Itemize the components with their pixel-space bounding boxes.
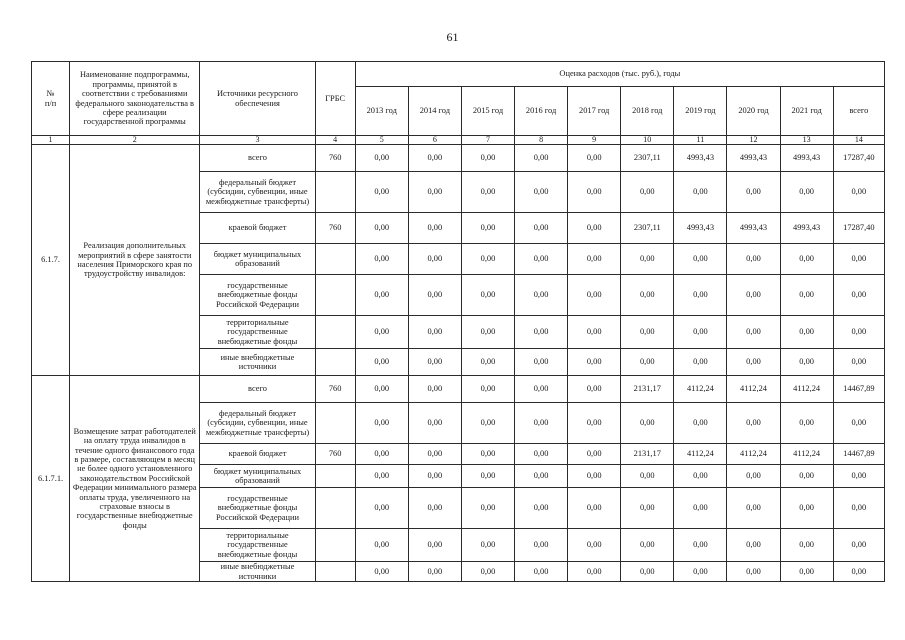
value-cell: 0,00 <box>461 145 514 172</box>
value-cell: 0,00 <box>780 316 833 349</box>
value-cell: 0,00 <box>408 275 461 316</box>
value-cell: 0,00 <box>461 529 514 562</box>
header-num: № п/п <box>32 62 70 136</box>
value-cell: 0,00 <box>408 172 461 213</box>
value-cell: 0,00 <box>568 213 621 244</box>
table-row <box>32 145 885 172</box>
value-cell: 0,00 <box>461 403 514 444</box>
value-cell: 0,00 <box>727 172 780 213</box>
funding-source: всего <box>200 145 315 172</box>
value-cell: 0,00 <box>461 213 514 244</box>
value-cell: 0,00 <box>674 488 727 529</box>
value-cell: 0,00 <box>674 403 727 444</box>
value-cell: 0,00 <box>515 529 568 562</box>
value-cell: 0,00 <box>727 244 780 275</box>
funding-source: бюджет муниципальных образований <box>200 465 315 488</box>
value-cell: 0,00 <box>408 465 461 488</box>
value-cell: 0,00 <box>568 529 621 562</box>
value-cell: 0,00 <box>780 488 833 529</box>
value-cell: 14467,89 <box>833 444 884 465</box>
value-cell: 0,00 <box>355 316 408 349</box>
header-grbs: ГРБС <box>315 62 355 136</box>
value-cell: 0,00 <box>408 529 461 562</box>
value-cell: 2131,17 <box>621 376 674 403</box>
value-cell: 4993,43 <box>727 213 780 244</box>
value-cell: 0,00 <box>515 562 568 582</box>
funding-source: федеральный бюджет (субсидии, субвенции, иные межбюджетные трансферты) <box>200 172 315 213</box>
value-cell: 0,00 <box>621 316 674 349</box>
value-cell: 0,00 <box>461 244 514 275</box>
header-year: всего <box>833 87 884 136</box>
funding-source: территориальные государственные внебюджетные фонды <box>200 529 315 562</box>
funding-source: государственные внебюджетные фонды Российской Федерации <box>200 275 315 316</box>
value-cell: 0,00 <box>833 403 884 444</box>
value-cell: 0,00 <box>515 244 568 275</box>
value-cell: 0,00 <box>461 444 514 465</box>
funding-source: бюджет муниципальных образований <box>200 244 315 275</box>
value-cell: 0,00 <box>408 444 461 465</box>
funding-source: всего <box>200 376 315 403</box>
header-year: 2016 год <box>515 87 568 136</box>
header-estimate: Оценка расходов (тыс. руб.), годы <box>355 62 884 87</box>
value-cell: 0,00 <box>780 244 833 275</box>
value-cell: 0,00 <box>780 529 833 562</box>
value-cell: 0,00 <box>355 213 408 244</box>
value-cell: 4993,43 <box>674 145 727 172</box>
value-cell: 0,00 <box>727 529 780 562</box>
funding-source: территориальные государственные внебюджетные фонды <box>200 316 315 349</box>
value-cell: 0,00 <box>727 488 780 529</box>
value-cell: 0,00 <box>674 244 727 275</box>
value-cell: 0,00 <box>355 403 408 444</box>
value-cell: 0,00 <box>515 488 568 529</box>
value-cell: 2131,17 <box>621 444 674 465</box>
column-number: 14 <box>833 136 884 145</box>
item-code: 6.1.7.1. <box>32 376 70 582</box>
value-cell: 0,00 <box>833 244 884 275</box>
value-cell: 0,00 <box>674 529 727 562</box>
value-cell: 0,00 <box>568 349 621 376</box>
value-cell: 0,00 <box>515 213 568 244</box>
value-cell: 0,00 <box>461 349 514 376</box>
header-name: Наименование подпрограммы, программы, принятой в соответствии с требованиями федерального законодательства в сфере реализации государственной программы <box>70 62 200 136</box>
value-cell: 0,00 <box>727 403 780 444</box>
funding-source: иные внебюджетные источники <box>200 562 315 582</box>
value-cell: 0,00 <box>568 244 621 275</box>
value-cell: 4112,24 <box>780 376 833 403</box>
funding-source: краевой бюджет <box>200 444 315 465</box>
value-cell: 0,00 <box>833 488 884 529</box>
column-number: 1 <box>32 136 70 145</box>
value-cell: 0,00 <box>621 172 674 213</box>
column-number: 3 <box>200 136 315 145</box>
value-cell: 17287,40 <box>833 145 884 172</box>
value-cell: 0,00 <box>568 488 621 529</box>
budget-table <box>31 61 885 582</box>
value-cell: 0,00 <box>621 349 674 376</box>
grbs-code <box>315 275 355 316</box>
column-number: 5 <box>355 136 408 145</box>
value-cell: 0,00 <box>515 172 568 213</box>
header-year: 2017 год <box>568 87 621 136</box>
value-cell: 0,00 <box>833 562 884 582</box>
value-cell: 0,00 <box>833 529 884 562</box>
value-cell: 0,00 <box>568 145 621 172</box>
funding-source: государственные внебюджетные фонды Российской Федерации <box>200 488 315 529</box>
value-cell: 0,00 <box>461 316 514 349</box>
grbs-code <box>315 562 355 582</box>
column-number: 4 <box>315 136 355 145</box>
funding-source: иные внебюджетные источники <box>200 349 315 376</box>
value-cell: 0,00 <box>833 465 884 488</box>
value-cell: 0,00 <box>355 275 408 316</box>
value-cell: 0,00 <box>568 403 621 444</box>
value-cell: 0,00 <box>355 465 408 488</box>
value-cell: 4112,24 <box>780 444 833 465</box>
item-name: Реализация дополнительных мероприятий в сфере занятости населения Приморского края по трудоустройству инвалидов: <box>70 145 200 376</box>
value-cell: 0,00 <box>461 172 514 213</box>
grbs-code: 760 <box>315 376 355 403</box>
value-cell: 0,00 <box>461 488 514 529</box>
value-cell: 0,00 <box>355 349 408 376</box>
grbs-code: 760 <box>315 444 355 465</box>
column-number: 2 <box>70 136 200 145</box>
value-cell: 0,00 <box>461 376 514 403</box>
value-cell: 14467,89 <box>833 376 884 403</box>
value-cell: 0,00 <box>355 172 408 213</box>
value-cell: 0,00 <box>408 376 461 403</box>
value-cell: 2307,11 <box>621 213 674 244</box>
value-cell: 0,00 <box>621 529 674 562</box>
value-cell: 0,00 <box>727 275 780 316</box>
grbs-code <box>315 349 355 376</box>
item-name: Возмещение затрат работодателей на оплату труда инвалидов в течение одного финансового года в размере, составляющем в месяц не более одного установленного законодательством Российской Федерации минимального размера оплаты труда, увеличенного на страховые взносы в государственные внебюджетные фонды <box>70 376 200 582</box>
value-cell: 0,00 <box>674 465 727 488</box>
value-cell: 0,00 <box>355 529 408 562</box>
value-cell: 0,00 <box>568 444 621 465</box>
header-year: 2021 год <box>780 87 833 136</box>
value-cell: 0,00 <box>833 349 884 376</box>
value-cell: 0,00 <box>408 349 461 376</box>
value-cell: 4993,43 <box>780 213 833 244</box>
value-cell: 0,00 <box>515 145 568 172</box>
value-cell: 0,00 <box>727 316 780 349</box>
value-cell: 4112,24 <box>674 444 727 465</box>
value-cell: 0,00 <box>408 562 461 582</box>
value-cell: 0,00 <box>568 316 621 349</box>
grbs-code <box>315 244 355 275</box>
value-cell: 0,00 <box>515 316 568 349</box>
page-number: 61 <box>446 30 459 44</box>
column-number: 6 <box>408 136 461 145</box>
value-cell: 0,00 <box>833 316 884 349</box>
value-cell: 0,00 <box>780 349 833 376</box>
value-cell: 0,00 <box>355 145 408 172</box>
header-year: 2014 год <box>408 87 461 136</box>
value-cell: 0,00 <box>674 172 727 213</box>
value-cell: 0,00 <box>515 403 568 444</box>
grbs-code <box>315 403 355 444</box>
value-cell: 0,00 <box>408 145 461 172</box>
value-cell: 0,00 <box>408 316 461 349</box>
value-cell: 0,00 <box>621 488 674 529</box>
value-cell: 0,00 <box>674 562 727 582</box>
value-cell: 2307,11 <box>621 145 674 172</box>
funding-source: федеральный бюджет (субсидии, субвенции, иные межбюджетные трансферты) <box>200 403 315 444</box>
column-number: 11 <box>674 136 727 145</box>
value-cell: 0,00 <box>355 376 408 403</box>
value-cell: 0,00 <box>461 275 514 316</box>
value-cell: 0,00 <box>780 562 833 582</box>
grbs-code <box>315 488 355 529</box>
column-number: 8 <box>515 136 568 145</box>
value-cell: 0,00 <box>461 562 514 582</box>
value-cell: 0,00 <box>621 465 674 488</box>
value-cell: 0,00 <box>568 562 621 582</box>
item-code: 6.1.7. <box>32 145 70 376</box>
grbs-code <box>315 172 355 213</box>
value-cell: 0,00 <box>674 275 727 316</box>
value-cell: 0,00 <box>408 488 461 529</box>
value-cell: 0,00 <box>621 244 674 275</box>
header-year: 2013 год <box>355 87 408 136</box>
value-cell: 0,00 <box>833 172 884 213</box>
value-cell: 0,00 <box>780 275 833 316</box>
value-cell: 0,00 <box>515 444 568 465</box>
value-cell: 0,00 <box>408 213 461 244</box>
grbs-code: 760 <box>315 145 355 172</box>
header-year: 2019 год <box>674 87 727 136</box>
value-cell: 0,00 <box>621 403 674 444</box>
value-cell: 0,00 <box>674 316 727 349</box>
value-cell: 4993,43 <box>727 145 780 172</box>
grbs-code <box>315 465 355 488</box>
column-number: 9 <box>568 136 621 145</box>
header-year: 2018 год <box>621 87 674 136</box>
value-cell: 0,00 <box>408 403 461 444</box>
value-cell: 0,00 <box>515 465 568 488</box>
value-cell: 17287,40 <box>833 213 884 244</box>
value-cell: 4112,24 <box>674 376 727 403</box>
grbs-code <box>315 529 355 562</box>
grbs-code: 760 <box>315 213 355 244</box>
value-cell: 0,00 <box>568 172 621 213</box>
column-number: 7 <box>461 136 514 145</box>
header-sources: Источники ресурсного обеспечения <box>200 62 315 136</box>
header-year: 2015 год <box>461 87 514 136</box>
value-cell: 0,00 <box>355 488 408 529</box>
value-cell: 0,00 <box>355 444 408 465</box>
value-cell: 0,00 <box>621 275 674 316</box>
value-cell: 0,00 <box>355 562 408 582</box>
value-cell: 0,00 <box>780 172 833 213</box>
value-cell: 0,00 <box>568 275 621 316</box>
value-cell: 0,00 <box>727 465 780 488</box>
column-number: 12 <box>727 136 780 145</box>
value-cell: 4993,43 <box>780 145 833 172</box>
value-cell: 0,00 <box>515 376 568 403</box>
header-year: 2020 год <box>727 87 780 136</box>
value-cell: 4112,24 <box>727 444 780 465</box>
value-cell: 0,00 <box>833 275 884 316</box>
value-cell: 4112,24 <box>727 376 780 403</box>
table-row <box>32 376 885 403</box>
value-cell: 0,00 <box>461 465 514 488</box>
value-cell: 0,00 <box>355 244 408 275</box>
value-cell: 0,00 <box>515 349 568 376</box>
value-cell: 0,00 <box>621 562 674 582</box>
value-cell: 0,00 <box>727 562 780 582</box>
value-cell: 0,00 <box>408 244 461 275</box>
column-number: 10 <box>621 136 674 145</box>
funding-source: краевой бюджет <box>200 213 315 244</box>
value-cell: 0,00 <box>780 465 833 488</box>
value-cell: 0,00 <box>568 465 621 488</box>
value-cell: 0,00 <box>515 275 568 316</box>
value-cell: 0,00 <box>568 376 621 403</box>
value-cell: 4993,43 <box>674 213 727 244</box>
value-cell: 0,00 <box>727 349 780 376</box>
value-cell: 0,00 <box>674 349 727 376</box>
value-cell: 0,00 <box>780 403 833 444</box>
column-number: 13 <box>780 136 833 145</box>
grbs-code <box>315 316 355 349</box>
